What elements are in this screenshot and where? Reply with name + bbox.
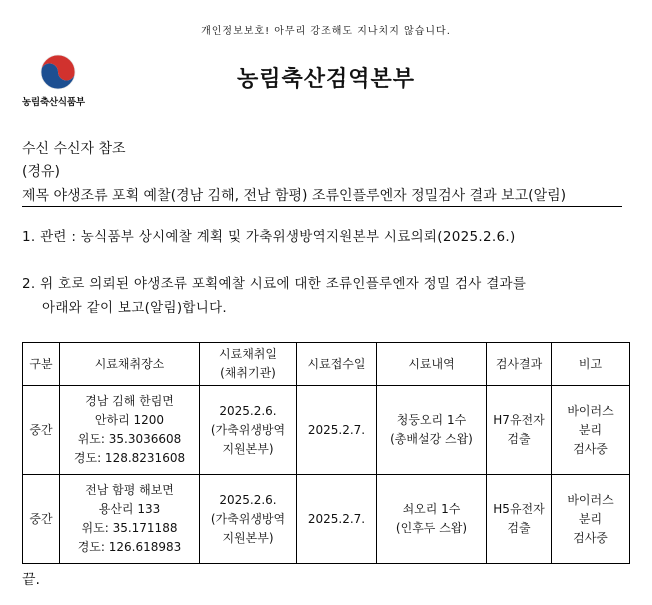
latitude: 위도: 35.171188	[81, 521, 178, 535]
recipient-line: 수신 수신자 참조	[22, 141, 126, 157]
header-collect-date	[200, 343, 297, 386]
header-type: 구분	[23, 343, 60, 386]
cell-type: 중간	[23, 386, 60, 475]
header-collect-date-label: 시료채취일	[219, 347, 277, 361]
collect-agency-line-2: 지원본부)	[222, 441, 274, 456]
note-line-1: 바이러스	[567, 403, 614, 418]
paragraph-2-line-2: 아래와 같이 보고(알림)합니다.	[42, 300, 227, 316]
cell-result	[487, 386, 552, 475]
details-line-2: (총배설강 스왑)	[390, 432, 473, 446]
result-line-1: H7유전자	[493, 413, 545, 427]
results-table	[22, 342, 630, 564]
cell-note	[552, 475, 630, 564]
collect-agency-line-1: (가축위생방역	[210, 422, 286, 437]
header-receipt-date: 시료접수일	[297, 343, 377, 386]
longitude: 경도: 128.8231608	[73, 451, 186, 465]
result-line-2: 검출	[507, 521, 531, 535]
cell-collect-date	[200, 386, 297, 475]
collect-agency-line-1: (가축위생방역	[210, 511, 286, 526]
latitude: 위도: 35.3036608	[77, 432, 182, 446]
header-note: 비고	[552, 343, 630, 386]
cell-result	[487, 475, 552, 564]
table-row	[23, 386, 630, 475]
cell-location	[60, 386, 200, 475]
collect-date: 2025.2.6.	[219, 403, 277, 418]
paragraph-1: 1. 관련 : 농식품부 상시예찰 계획 및 가축위생방역지원본부 시료의뢰(2025.2.6.)	[22, 229, 516, 245]
location-line-1: 경남 김해 한림면	[85, 394, 174, 408]
cell-details	[377, 386, 487, 475]
collect-agency-line-2: 지원본부)	[222, 530, 274, 545]
subject-line: 제목 야생조류 포획 예찰(경남 김해, 전남 함평) 조류인플루엔자 정밀검사 결과 보고(알림)	[22, 188, 567, 204]
details-line-1: 청둥오리 1수	[396, 413, 467, 427]
header-result: 검사결과	[487, 343, 552, 386]
location-line-2: 안하리 1200	[94, 413, 165, 427]
table-header-row	[23, 343, 630, 386]
subject-divider	[22, 206, 622, 207]
logo-text: 농림축산식품부	[22, 97, 85, 108]
collect-date: 2025.2.6.	[219, 492, 277, 507]
header-location: 시료채취장소	[60, 343, 200, 386]
note-line-3: 검사중	[573, 530, 608, 545]
header-details: 시료내역	[377, 343, 487, 386]
cell-receipt-date: 2025.2.7.	[297, 386, 377, 475]
privacy-notice: 개인정보보호! 아무리 강조해도 지나치지 않습니다.	[201, 26, 451, 37]
cell-note	[552, 386, 630, 475]
longitude: 경도: 126.618983	[77, 540, 182, 554]
location-line-2: 용산리 133	[98, 502, 161, 516]
cell-type: 중간	[23, 475, 60, 564]
organization-title: 농림축산검역본부	[236, 67, 416, 92]
result-line-2: 검출	[507, 432, 531, 446]
details-line-2: (인후두 스왑)	[395, 521, 468, 535]
details-line-1: 쇠오리 1수	[402, 502, 461, 516]
result-line-1: H5유전자	[493, 502, 545, 516]
paragraph-2	[22, 272, 624, 320]
cell-details	[377, 475, 487, 564]
cell-location	[60, 475, 200, 564]
end-mark: 끝.	[22, 572, 40, 588]
cell-collect-date	[200, 475, 297, 564]
header-collect-agency-label: (채취기관)	[220, 366, 276, 380]
note-line-2: 분리	[578, 511, 603, 526]
location-line-1: 전남 함평 해보면	[85, 483, 174, 497]
paragraph-2-line-1: 2. 위 호로 의뢰된 야생조류 포획예찰 시료에 대한 조류인플루엔자 정밀 검사 결과를	[22, 276, 527, 292]
note-line-3: 검사중	[573, 441, 608, 456]
table-row	[23, 475, 630, 564]
cell-receipt-date: 2025.2.7.	[297, 475, 377, 564]
via-line: (경유)	[22, 164, 60, 180]
note-line-1: 바이러스	[567, 492, 614, 507]
note-line-2: 분리	[578, 422, 603, 437]
